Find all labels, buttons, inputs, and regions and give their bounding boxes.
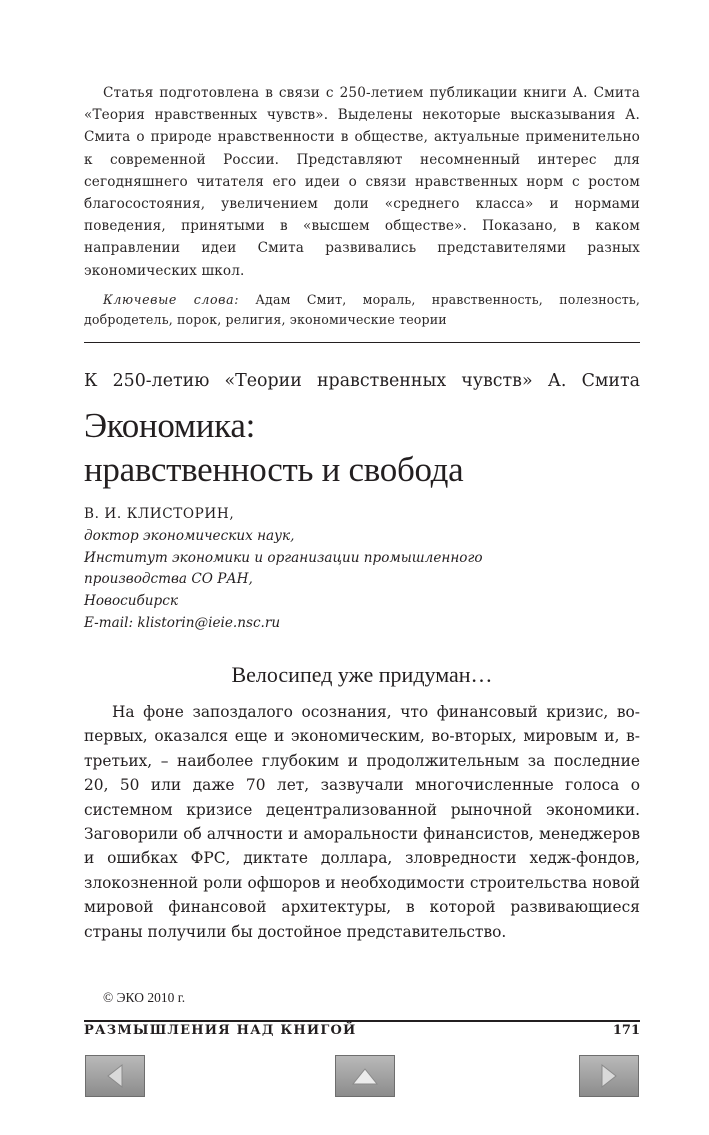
keywords-label: Ключевые слова: — [103, 292, 240, 307]
next-page-button[interactable] — [579, 1055, 639, 1097]
abstract-text: Статья подготовлена в связи с 250-летием публикации книги А. Смита «Теория нравственных чувств». Выделены некоторые высказывания А. Смита о природе нравственности в обществе, актуальные применительно к современной России. Представляют несомненный интерес для сегодняшнего читателя его идеи о связи нравственных норм с ростом благосостояния, увеличением доли «среднего класса» и нормами поведения, принятыми в «высшем обществе». Показано, в каком направлении идеи Смита развивались представителями разных экономических школ. — [84, 85, 640, 279]
body-text — [84, 700, 640, 944]
footer-divider — [84, 1020, 640, 1022]
previous-page-button[interactable] — [85, 1055, 145, 1097]
article-title-line-2: нравственность и свобода — [84, 450, 464, 489]
up-button[interactable] — [335, 1055, 395, 1097]
author-name: В. И. КЛИСТОРИН, — [84, 506, 235, 522]
keywords-text: Адам Смит, мораль, нравственность, полезность, добродетель, порок, религия, экономические теории — [84, 292, 641, 327]
author-degree: доктор экономических наук, — [84, 527, 295, 544]
page-number: 171 — [612, 1023, 640, 1038]
article-title — [84, 404, 640, 492]
article-title-line-1: Экономика: — [84, 406, 256, 445]
article-series: К 250-летию «Теории нравственных чувств» А. Смита — [84, 371, 640, 391]
triangle-up-icon — [350, 1065, 380, 1087]
triangle-right-icon — [599, 1063, 619, 1089]
triangle-left-icon — [105, 1063, 125, 1089]
keywords — [84, 290, 640, 330]
footer-section-name: РАЗМЫШЛЕНИЯ НАД КНИГОЙ — [84, 1023, 357, 1038]
section-heading: Велосипед уже придуман… — [231, 662, 493, 687]
author-affiliation-line-1: Институт экономики и организации промышленного — [84, 549, 483, 566]
abstract — [84, 82, 640, 282]
body-paragraph: На фоне запоздалого осознания, что финансовый кризис, во-первых, оказался еще и экономическим, во-вторых, мировым и, в-третьих, – наиболее глубоким и продолжительным за последние 20, 50 или даже 70 лет, зазвучали многочисленные голоса о системном кризисе децентрализованной рыночной экономики. Заговорили об алчности и аморальности финансистов, менеджеров и ошибках ФРС, диктате доллара, зловредности хедж-фондов, злокозненной роли офшоров и необходимости строительства новой мировой финансовой архитектуры, в которой развивающиеся страны получили бы достойное представительство. — [84, 703, 640, 941]
author-block — [84, 504, 640, 635]
copyright: © ЭКО 2010 г. — [103, 990, 186, 1005]
author-affiliation-line-2: производства СО РАН, — [84, 571, 253, 588]
author-email[interactable]: E-mail: klistorin@ieie.nsc.ru — [84, 614, 281, 631]
author-city: Новосибирск — [84, 593, 178, 610]
header-divider — [84, 342, 640, 343]
